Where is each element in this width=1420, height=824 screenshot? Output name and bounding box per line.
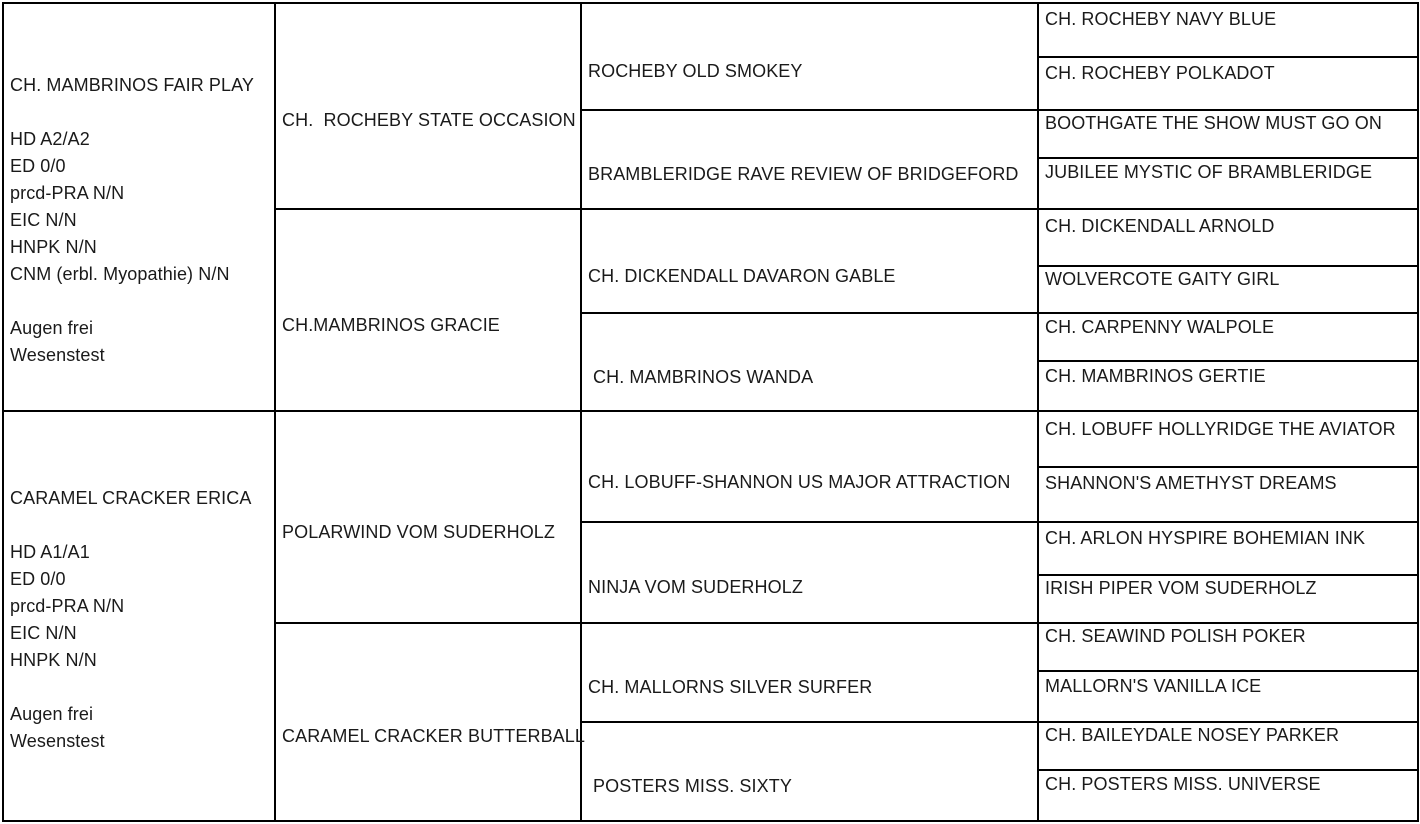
grid-line [1037,466,1419,468]
gen4-ancestor: CH. ARLON HYSPIRE BOHEMIAN INK [1045,528,1366,548]
grandsire-paternal: CH. ROCHEBY STATE OCCASION [282,110,576,130]
gen4-ancestor: CH. BAILEYDALE NOSEY PARKER [1045,725,1340,745]
great-grandparent: BRAMBLERIDGE RAVE REVIEW OF BRIDGEFORD [588,164,1019,184]
gen4-ancestor: BOOTHGATE THE SHOW MUST GO ON [1045,113,1382,133]
great-grandparent: CH. MAMBRINOS WANDA [593,367,814,387]
gen4-ancestor: CH. ROCHEBY NAVY BLUE [1045,9,1277,29]
gen4-ancestor: IRISH PIPER VOM SUDERHOLZ [1045,578,1317,598]
health-result: prcd-PRA N/N [10,183,125,203]
grid-line [1037,670,1419,672]
grid-line [274,208,1419,210]
great-grandparent: NINJA VOM SUDERHOLZ [588,577,803,597]
health-result: HNPK N/N [10,237,97,257]
great-grandparent: CH. MALLORNS SILVER SURFER [588,677,873,697]
gen4-ancestor: CH. ROCHEBY POLKADOT [1045,63,1275,83]
exam-note: Augen frei [10,704,94,724]
grid-line [2,820,1419,822]
health-result: HD A2/A2 [10,129,90,149]
gen4-ancestor: CH. CARPENNY WALPOLE [1045,317,1275,337]
health-result: HNPK N/N [10,650,97,670]
health-result: ED 0/0 [10,569,66,589]
grandsire-maternal: POLARWIND VOM SUDERHOLZ [282,522,556,542]
health-result: ED 0/0 [10,156,66,176]
great-grandparent: ROCHEBY OLD SMOKEY [588,61,803,81]
gen4-ancestor: WOLVERCOTE GAITY GIRL [1045,269,1280,289]
dam-name: CARAMEL CRACKER ERICA [10,488,252,508]
exam-note: Wesenstest [10,345,105,365]
grid-line [1037,360,1419,362]
exam-note: Wesenstest [10,731,105,751]
gen4-ancestor: CH. POSTERS MISS. UNIVERSE [1045,774,1321,794]
grid-line [580,312,1419,314]
grid-line [580,521,1419,523]
health-result: prcd-PRA N/N [10,596,125,616]
gen4-ancestor: SHANNON'S AMETHYST DREAMS [1045,473,1337,493]
sire-cell [10,72,254,369]
grid-line [1037,56,1419,58]
great-grandparent: POSTERS MISS. SIXTY [593,776,792,796]
grid-line [1037,2,1039,822]
sire-name: CH. MAMBRINOS FAIR PLAY [10,75,255,95]
gen4-ancestor: JUBILEE MYSTIC OF BRAMBLERIDGE [1045,162,1373,182]
granddam-maternal: CARAMEL CRACKER BUTTERBALL [282,726,586,746]
gen4-ancestor: CH. SEAWIND POLISH POKER [1045,626,1306,646]
gen4-ancestor: CH. MAMBRINOS GERTIE [1045,366,1266,386]
exam-note: Augen frei [10,318,94,338]
health-result: EIC N/N [10,210,77,230]
health-result: HD A1/A1 [10,542,90,562]
grid-line [580,2,582,822]
grid-line [2,2,1419,4]
grid-line [274,2,276,822]
great-grandparent: CH. DICKENDALL DAVARON GABLE [588,266,896,286]
gen4-ancestor: CH. DICKENDALL ARNOLD [1045,216,1275,236]
gen4-ancestor: CH. LOBUFF HOLLYRIDGE THE AVIATOR [1045,419,1396,439]
granddam-paternal: CH.MAMBRINOS GRACIE [282,315,500,335]
health-result: CNM (erbl. Myopathie) N/N [10,264,230,284]
health-result: EIC N/N [10,623,77,643]
grid-line [2,2,4,822]
grid-line [2,410,1419,412]
dam-cell [10,485,251,755]
gen4-ancestor: MALLORN'S VANILLA ICE [1045,676,1262,696]
grid-line [1417,2,1419,822]
great-grandparent: CH. LOBUFF-SHANNON US MAJOR ATTRACTION [588,472,1011,492]
